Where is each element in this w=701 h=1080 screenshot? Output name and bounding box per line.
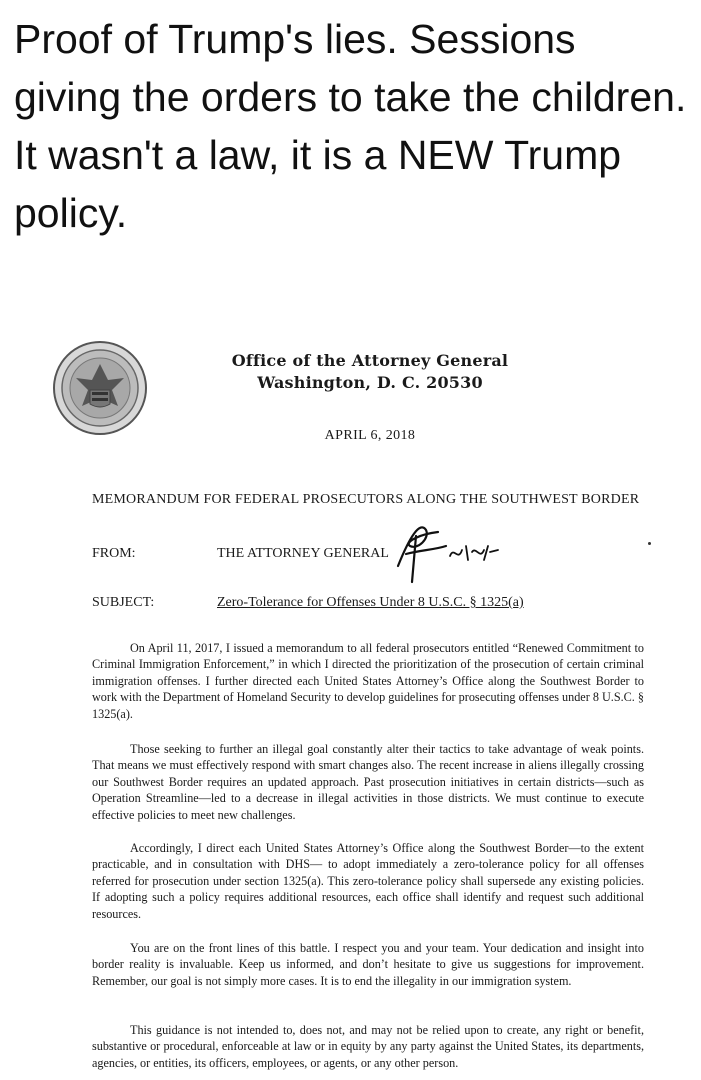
post-caption: Proof of Trump's lies. Sessions giving the orders to take the children. It wasn't a law, it is a NEW Trump policy. bbox=[14, 16, 687, 236]
office-address: Washington, D. C. 20530 bbox=[257, 373, 483, 392]
memorandum-document bbox=[0, 320, 701, 1080]
memo-heading: MEMORANDUM FOR FEDERAL PROSECUTORS ALONG THE SOUTHWEST BORDER bbox=[92, 492, 640, 507]
from-value: THE ATTORNEY GENERAL bbox=[217, 546, 389, 561]
department-seal-icon bbox=[52, 340, 148, 436]
memo-paragraph: On April 11, 2017, I issued a memorandum to all federal prosecutors entitled “Renewed Commitment to Criminal Immigration Enforcement,” in which I directed the prioritization of the prosecution of certain criminal immigration offenses. I further directed each United States Attorney’s Office along the Southwest Border to work with the Department of Homeland Security to develop guidelines for prosecuting offenses under 8 U.S.C. § 1325(a). bbox=[92, 641, 644, 721]
office-title: Office of the Attorney General bbox=[231, 351, 509, 370]
stray-mark bbox=[648, 542, 651, 545]
subject-label: SUBJECT: bbox=[92, 595, 155, 610]
memo-paragraph: This guidance is not intended to, does not, and may not be relied upon to create, any right or benefit, substantive or procedural, enforceable at law or in equity by any party against the United States, its departments, agencies, or entities, its officers, employees, or agents, or any other person. bbox=[92, 1023, 644, 1070]
memo-paragraph: Those seeking to further an illegal goal constantly alter their tactics to take advantage of weak points. That means we must effectively respond with smart changes also. The recent increase in aliens illegally crossing our Southwest Border requires an updated approach. Past prosecution initiatives in certain districts—such as Operation Streamline—led to a decrease in illegal activities in those districts. We must continue to execute effective policies to meet new challenges. bbox=[92, 742, 644, 822]
handwritten-signature bbox=[380, 516, 520, 586]
memo-paragraph: Accordingly, I direct each United States Attorney’s Office along the Southwest Border—to the extent practicable, and in consultation with DHS— to adopt immediately a zero-tolerance policy for all offenses referred for prosecution under section 1325(a). This zero-tolerance policy shall supersede any existing policies. If adopting such a policy requires additional resources, each office shall identify and request such additional resources. bbox=[92, 841, 644, 921]
from-label: FROM: bbox=[92, 546, 136, 561]
subject-value: Zero-Tolerance for Offenses Under 8 U.S.C. § 1325(a) bbox=[217, 595, 524, 610]
memo-paragraph: You are on the front lines of this battle. I respect you and your team. Your dedication and insight into border reality is invaluable. Keep us informed, and don’t hesitate to give us suggestions for improvement. Remember, our goal is not simply more cases. It is to end the illegality in our immigration system. bbox=[92, 941, 644, 988]
letterhead bbox=[200, 350, 540, 394]
memo-date: APRIL 6, 2018 bbox=[324, 428, 416, 443]
